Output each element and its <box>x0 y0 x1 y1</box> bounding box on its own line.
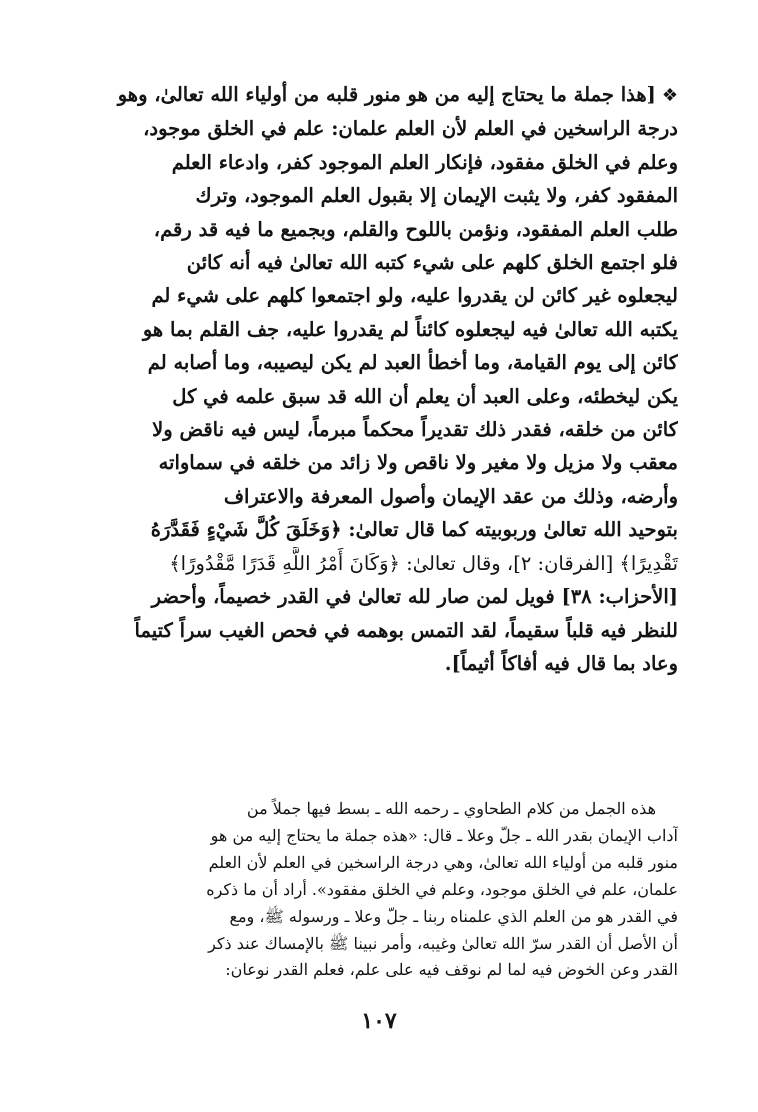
quote-line-9: كائن إلى يوم القيامة، وما أخطأ العبد لم يكن ليصيبه، وما أصابه لم <box>147 351 678 375</box>
commentary-line-3: منور قلبه من أولياء الله تعالىٰ، وهي درجة الراسخين في العلم لأن العلم <box>208 852 678 872</box>
commentary-line-4: علمان، علم في الخلق موجود، وعلم في الخلق مفقود». أراد أن ما ذكره <box>206 879 678 899</box>
quote-line-5: طلب العلم المفقود، ونؤمن باللوح والقلم، وبجميع ما فيه قد رقم، <box>153 217 678 241</box>
quote-line-17: للنظر فيه قلباً سقيماً، لقد التمس بوهمه في فحص الغيب سراً كتيماً <box>134 618 678 642</box>
commentary-line-6: أن الأصل أن القدر سرّ الله تعالىٰ وغيبه، وأمر نبينا ﷺ بالإمساك عند ذكر <box>208 933 678 953</box>
quote-line-12: معقب ولا مزيل ولا مغير ولا ناقص ولا زائد من خلقه في سماواته <box>158 451 678 475</box>
quran-verse-line: تَقْدِيرًا﴾ [الفرقان: ٢]، وقال تعالىٰ: ﴿وَكَانَ أَمْرُ اللَّهِ قَدَرًا مَّقْدُورًا﴾ <box>169 551 678 575</box>
quote-line-3: وعلم في الخلق مفقود، فإنكار العلم الموجود كفر، وادعاء العلم <box>171 150 678 174</box>
quote-line-14: بتوحيد الله تعالىٰ وربوبيته كما قال تعالىٰ: ﴿وَخَلَقَ كُلَّ شَيْءٍ فَقَدَّرَهُ <box>150 518 678 542</box>
commentary-line-1: هذه الجمل من كلام الطحاوي ـ رحمه الله ـ بسط فيها جملاً من <box>246 799 656 818</box>
quote-line-6: فلو اجتمع الخلق كلهم على شيء كتبه الله تعالىٰ فيه أنه كائن <box>186 251 678 275</box>
quote-line-7: ليجعلوه غير كائن لن يقدروا عليه، ولو اجتمعوا كلهم على شيء لم <box>151 284 678 308</box>
commentary-line-7: القدر وعن الخوض فيه لما لم نوقف فيه على علم، فعلم القدر نوعان: <box>225 960 678 980</box>
quote-line-text: [هذا جملة ما يحتاج إليه من هو منور قلبه من أولياء الله تعالىٰ، وهو <box>117 83 656 106</box>
page-number: ١٠٧ <box>361 1008 397 1034</box>
quote-line-11: كائن من خلقه، فقدر ذلك تقديراً محكماً مبرماً، ليس فيه ناقض ولا <box>152 418 678 442</box>
quote-line-8: يكتبه الله تعالىٰ فيه ليجعلوه كائناً لم يقدروا عليه، جف القلم بما هو <box>142 317 678 341</box>
tahawi-quote-block <box>78 78 678 680</box>
quote-line-4: المفقود كفر، ولا يثبت الإيمان إلا بقبول العلم الموجود، وترك <box>195 184 678 208</box>
commentary-line-2: آداب الإيمان بقدر الله ـ جلّ وعلا ـ قال: «هذه جملة ما يحتاج إليه من هو <box>210 825 678 845</box>
diamond-bullet-icon: ❖ <box>661 85 678 106</box>
commentary-block <box>78 796 678 984</box>
quote-line-16: [الأحزاب: ٣٨] فويل لمن صار لله تعالىٰ في القدر خصيماً، وأحضر <box>151 585 678 609</box>
commentary-line-5: في القدر هو من العلم الذي علمناه ربنا ـ جلّ وعلا ـ ورسوله ﷺ، ومع <box>229 906 678 926</box>
quote-line-10: يكن ليخطئه، وعلى العبد أن يعلم أن الله قد سبق علمه في كل <box>172 384 678 408</box>
quote-line-13: وأرضه، وذلك من عقد الإيمان وأصول المعرفة والاعتراف <box>223 484 678 508</box>
quote-line-18: وعاد بما قال فيه أفاكاً أثيماً]. <box>444 651 678 675</box>
quote-line-2: درجة الراسخين في العلم لأن العلم علمان: علم في الخلق موجود، <box>143 117 678 141</box>
quote-line-1 <box>78 78 678 112</box>
